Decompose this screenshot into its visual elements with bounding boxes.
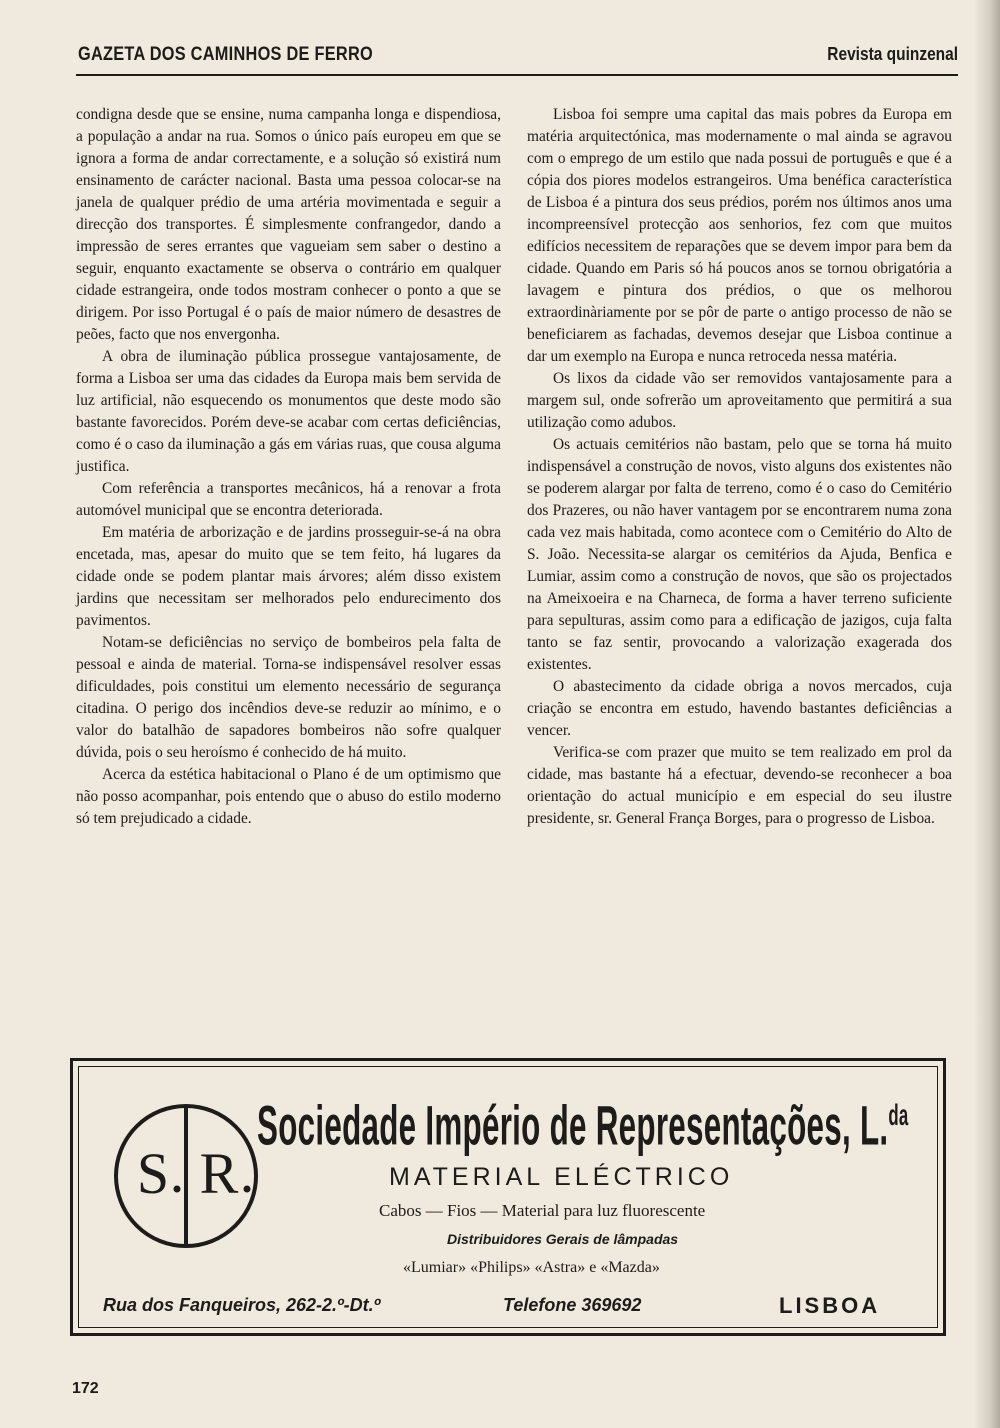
ad-products: Cabos — Fios — Material para luz fluorescente — [379, 1201, 706, 1220]
publication-subtitle: Revista quinzenal — [827, 44, 958, 64]
paragraph: O abastecimento da cidade obriga a novos mercados, cuja criação se encontra em estudo, havendo bastantes deficiências a vencer. — [527, 678, 952, 739]
page-edge-shadow — [974, 0, 1000, 1428]
page-number: 172 — [72, 1380, 99, 1397]
paragraph: Com referência a transportes mecânicos, há a renovar a frota automóvel municipal que se encontra deteriorada. — [76, 480, 501, 519]
paragraph: Lisboa foi sempre uma capital das mais pobres da Europa em matéria arquitectónica, mas modernamente o mal ainda se agravou com o emprego de um estilo que nada possui de português e que é a cópia dos piores modelos estrangeiros. Uma benéfica característica de Lisboa é a pintura dos seus prédios, porém nos últimos anos uma incompreensível protecção aos senhorios, fez com que muitos edifícios necessitem de reparações que se devem impor para bem da cidade. Quando em Paris só há poucos anos se tornou obrigatória a lavagem e pintura dos prédios, o que os melhorou extraordinàriamente por se pôr de parte o antigo processo de não se beneficiarem as fachadas, devemos desejar que Lisboa continue a dar um exemplo na Europa e nunca retroceda nessa matéria. — [527, 106, 952, 365]
paragraph: Verifica-se com prazer que muito se tem realizado em prol da cidade, mas bastante há a efectuar, devendo-se reconhecer a boa orientação do actual município e em especial do seu ilustre presidente, sr. General França Borges, para o progresso de Lisboa. — [527, 744, 952, 827]
svg-text:R: R — [199, 1141, 239, 1206]
running-header — [76, 40, 958, 76]
svg-text:S: S — [136, 1141, 170, 1206]
sir-logo-icon — [111, 1101, 261, 1251]
paragraph: A obra de iluminação pública prossegue vantajosamente, de forma a Lisboa ser uma das cidades da Europa mais bem servida de luz artificial, não esquecendo os monumentos que deste modo são bastante favorecidos. Porém deve-se acabar com certas deficiências, como é o caso da iluminação a gás em várias ruas, que cousa alguma justifica. — [76, 348, 501, 475]
paragraph: Acerca da estética habitacional o Plano é de um optimismo que não posso acompanhar, pois entendo que o abuso do estilo moderno só tem prejudicado a cidade. — [76, 766, 501, 827]
paragraph: Os lixos da cidade vão ser removidos vantajosamente para a margem sul, onde sofrerão um aproveitamento que permitirá a sua utilização como adubos. — [527, 370, 952, 431]
publication-title: GAZETA DOS CAMINHOS DE FERRO — [78, 44, 373, 65]
right-column — [527, 104, 952, 830]
ad-address: Rua dos Fanqueiros, 262-2.º-Dt.º — [103, 1295, 381, 1315]
company-name-text: Sociedade Império de Representações, L. — [257, 1093, 889, 1157]
left-column — [76, 104, 501, 830]
ad-material-heading: MATERIAL ELÉCTRICO — [389, 1163, 734, 1191]
paragraph: Notam-se deficiências no serviço de bombeiros pela falta de pessoal e ainda de material. Torna-se indispensável resolver essas dificuldades, pois constitui um elemento necessário de segurança citadina. O perigo dos incêndios deve-se reduzir ao mínimo, e o valor do batalhão de sapadores bombeiros não sofre qualquer dúvida, pois o seu heroísmo é conhecido de há muito. — [76, 634, 501, 761]
ad-distributors: Distribuidores Gerais de lâmpadas — [447, 1231, 679, 1247]
company-name — [257, 1081, 909, 1161]
paragraph: Os actuais cemitérios não bastam, pelo que se torna há muito indispensável a construção de novos, visto alguns dos existentes não se poderem alargar por falta de terreno, como é o caso do Cemitério dos Prazeres, ou não haver vantagem por se encontrarem numa zona cada vez mais habitada, como acontece com o Cemitério do Alto de S. João. Necessita-se alargar os cemitérios da Ajuda, Benfica e Lumiar, assim como a construção de novos, que são os projectados na Ameixoeira e na Charneca, de forma a haver terreno suficiente para sepulturas, assim como para a edificação de jazigos, cuja falta tanto se faz sentir, provocando a valorização exagerada dos existentes. — [527, 436, 952, 673]
paragraph: condigna desde que se ensine, numa campanha longa e dispendiosa, a população a andar na rua. Somos o único país europeu em que se ignora a forma de andar correctamente, e a solução só existirá num ensinamento de carácter nacional. Basta uma pessoa colocar-se na janela de qualquer prédio de uma artéria movimentada e seguir a direcção dos transportes. É simplesmente confrangedor, dando a impressão de seres errantes que vagueiam sem saber o destino a seguir, enquanto exactamente se observa o contrário em qualquer cidade estrangeira, onde todos mostram conhecer o ponto a que se dirigem. Por isso Portugal é o país de maior número de desastres de peões, facto que nos envergonha. — [76, 106, 501, 343]
ad-phone: Telefone 369692 — [503, 1295, 642, 1315]
company-name-suffix: da — [888, 1099, 909, 1132]
ad-brands: «Lumiar» «Philips» «Astra» e «Mazda» — [403, 1259, 660, 1276]
paragraph: Em matéria de arborização e de jardins prosseguir-se-á na obra encetada, mas, apesar do muito que se tem feito, há lugares da cidade onde se podem plantar mais árvores; além disso existem jardins que necessitam ser melhorados pelo endurecimento dos pavimentos. — [76, 524, 501, 629]
advertisement-frame — [78, 1066, 938, 1328]
ad-city: LISBOA — [779, 1293, 881, 1318]
advertisement — [70, 1058, 946, 1336]
